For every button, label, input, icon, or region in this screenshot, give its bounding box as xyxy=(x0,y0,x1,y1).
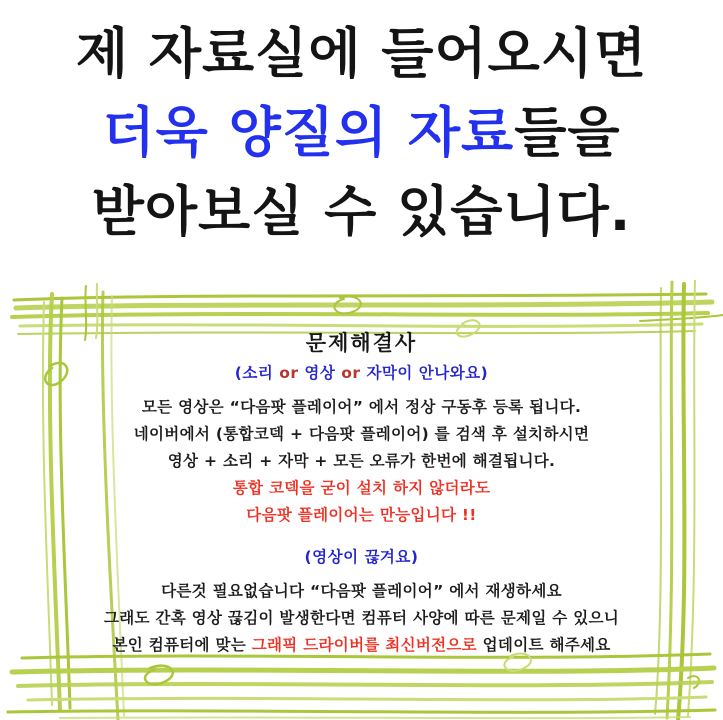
section2-line-3 xyxy=(55,632,668,659)
headline-line-2-rest: 들을 xyxy=(514,101,621,164)
headline-line-2 xyxy=(0,93,723,172)
headline xyxy=(0,14,723,251)
section2-line-1: 다른것 필요없습니다 “다음팟 플레이어” 에서 재생하세요 xyxy=(161,582,562,600)
section2-line-3-highlight: 그래픽 드라이버를 최신버전으로 xyxy=(251,636,477,654)
section1-heading-part1: (소리 xyxy=(234,364,274,382)
section2-line-3-post: 업데이트 해주세요 xyxy=(476,636,611,654)
section1-red-line-2: 다음팟 플레이어는 만능입니다 !! xyxy=(246,506,477,524)
headline-line-2-highlight: 더욱 양질의 자료 xyxy=(102,101,515,164)
section1-line-2: 네이버에서 (통합코덱 + 다음팟 플레이어) 를 검색 후 설치하시면 xyxy=(133,425,590,443)
headline-line-1: 제 자료실에 들어오시면 xyxy=(75,22,648,85)
section2-line-3-pre: 본인 컴퓨터에 맞는 xyxy=(112,636,252,654)
section1-heading-part3: 자막이 안나와요) xyxy=(366,364,489,382)
section1-line-1: 모든 영상은 “다음팟 플레이어” 에서 정상 구동후 등록 됩니다. xyxy=(141,398,582,416)
headline-line-3: 받아보실 수 있습니다. xyxy=(91,180,632,243)
section1-red-line-1: 통합 코덱을 굳이 설치 하지 않더라도 xyxy=(232,479,491,497)
section1-heading xyxy=(55,362,668,384)
section1-heading-part2: 영상 xyxy=(304,364,336,382)
section2-heading: (영상이 끊겨요) xyxy=(304,548,419,566)
section1-heading-or1: or xyxy=(273,364,305,382)
section2-line-2: 그래도 간혹 영상 끊김이 발생한다면 컴퓨터 사양에 따른 문제일 수 있으니 xyxy=(103,609,620,627)
section1-line-3: 영상 + 소리 + 자막 + 모든 오류가 한번에 해결됩니다. xyxy=(167,452,556,470)
notice-box xyxy=(0,280,723,720)
notice-content xyxy=(55,330,668,659)
notice-title: 문제해결사 xyxy=(305,331,418,355)
section1-heading-or2: or xyxy=(335,364,367,382)
